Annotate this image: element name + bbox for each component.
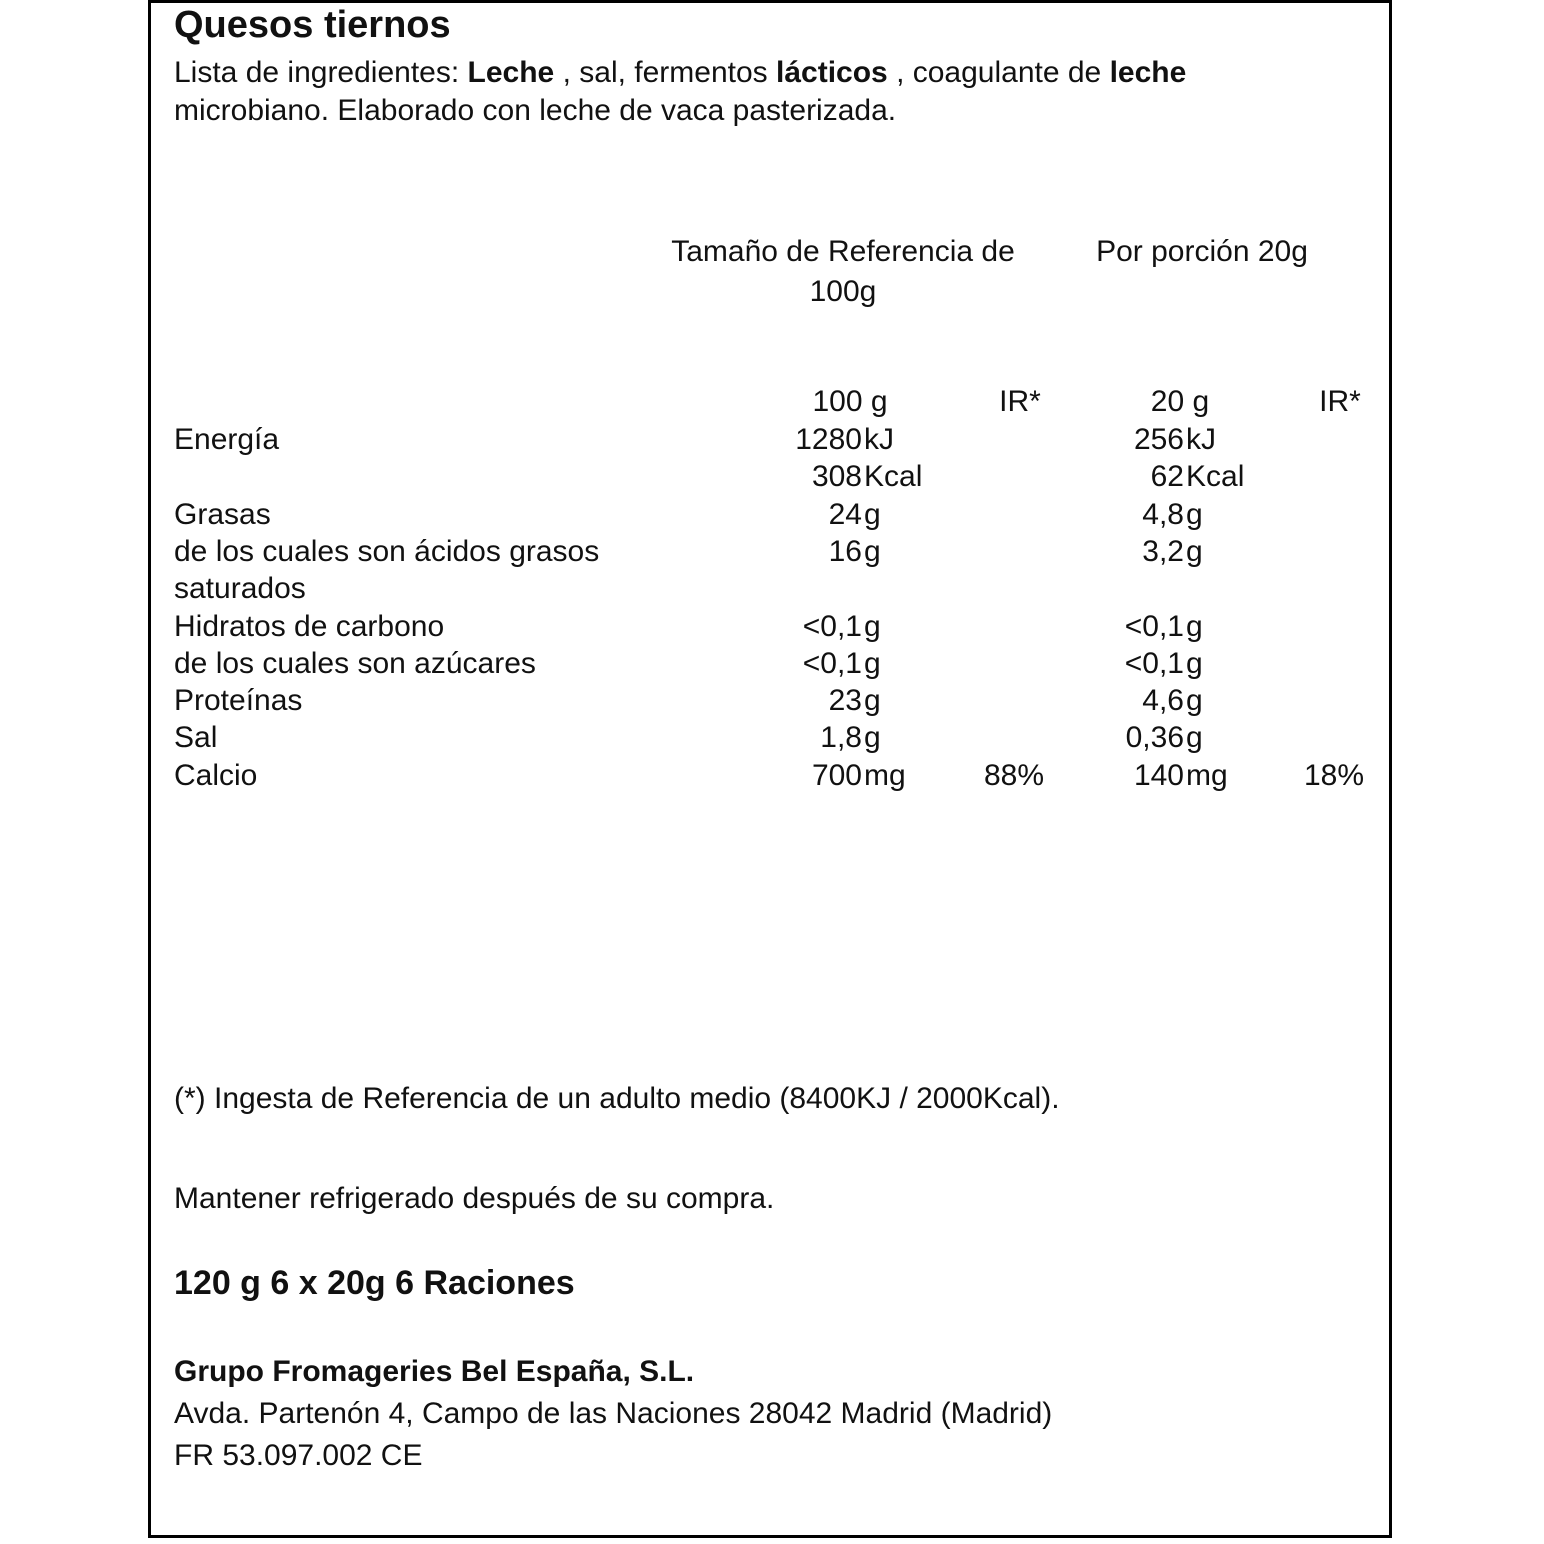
value-100g: 700 <box>811 759 862 792</box>
row-label: de los cuales son azúcares <box>174 647 536 680</box>
header-reference-line-1: Tamaño de Referencia de <box>671 235 1015 268</box>
unit-100g: g <box>864 535 881 568</box>
unit-100g: g <box>864 498 881 531</box>
allergen-leche: Leche <box>467 56 555 89</box>
unit-20g: g <box>1186 721 1203 754</box>
unit-100g: Kcal <box>864 460 923 493</box>
allergen-lacticos: lácticos <box>776 56 888 89</box>
ingredients-mid2: , coagulante de <box>887 56 1110 89</box>
unit-20g: g <box>1186 498 1203 531</box>
row-label: Sal <box>174 721 218 754</box>
value-100g: <0,1 <box>802 610 862 643</box>
unit-100g: g <box>864 610 881 643</box>
ingredients-mid1: , sal, fermentos <box>554 56 776 89</box>
col-header-100g: 100 g <box>812 385 888 418</box>
row-label: de los cuales son ácidos grasos <box>174 535 600 568</box>
ingredients-text <box>174 54 1186 130</box>
value-100g: 23 <box>828 684 862 717</box>
value-100g: 24 <box>828 498 862 531</box>
value-20g: 4,6 <box>1142 684 1184 717</box>
row-label: Grasas <box>174 498 271 531</box>
storage-instructions: Mantener refrigerado después de su compra. <box>174 1182 775 1215</box>
allergen-leche-2: leche <box>1109 56 1187 89</box>
col-header-ir-2: IR* <box>1319 385 1361 418</box>
value-20g: 140 <box>1133 759 1184 792</box>
registry-number: FR 53.097.002 CE <box>174 1439 423 1472</box>
value-100g: 1280 <box>795 423 862 456</box>
unit-100g: g <box>864 721 881 754</box>
value-20g: 0,36 <box>1125 721 1184 754</box>
unit-100g: mg <box>864 759 906 792</box>
ingredients-line-2: microbiano. Elaborado con leche de vaca pasterizada. <box>174 94 897 127</box>
product-title: Quesos tiernos <box>174 4 451 46</box>
col-header-ir-1: IR* <box>999 385 1041 418</box>
footnote: (*) Ingesta de Referencia de un adulto medio (8400KJ / 2000Kcal). <box>174 1082 1060 1115</box>
value-20g: <0,1 <box>1124 647 1184 680</box>
value-20g: 256 <box>1133 423 1184 456</box>
unit-100g: kJ <box>864 423 894 456</box>
unit-20g: g <box>1186 647 1203 680</box>
value-20g: <0,1 <box>1124 610 1184 643</box>
unit-100g: g <box>864 684 881 717</box>
ir-100g: 88% <box>983 759 1044 792</box>
row-label: Proteínas <box>174 684 303 717</box>
value-20g: 62 <box>1150 460 1184 493</box>
unit-20g: kJ <box>1186 423 1216 456</box>
row-label: saturados <box>174 572 306 605</box>
company-address: Avda. Partenón 4, Campo de las Naciones 28042 Madrid (Madrid) <box>174 1397 1053 1430</box>
unit-20g: mg <box>1186 759 1228 792</box>
unit-100g: g <box>864 647 881 680</box>
ingredients-prefix: Lista de ingredientes: <box>174 56 468 89</box>
value-100g: <0,1 <box>802 647 862 680</box>
row-label: Energía <box>174 423 280 456</box>
value-100g: 1,8 <box>820 721 862 754</box>
package-info: 120 g 6 x 20g 6 Raciones <box>174 1264 575 1302</box>
header-reference-size <box>640 232 1046 312</box>
unit-20g: g <box>1186 684 1203 717</box>
value-100g: 16 <box>828 535 862 568</box>
unit-20g: Kcal <box>1186 460 1245 493</box>
unit-20g: g <box>1186 610 1203 643</box>
company-name: Grupo Fromageries Bel España, S.L. <box>174 1355 695 1388</box>
ir-20g: 18% <box>1303 759 1364 792</box>
value-20g: 3,2 <box>1142 535 1184 568</box>
header-portion: Por porción 20g <box>1096 235 1308 268</box>
unit-20g: g <box>1186 535 1203 568</box>
value-20g: 4,8 <box>1142 498 1184 531</box>
value-100g: 308 <box>811 460 862 493</box>
header-reference-line-2: 100g <box>809 275 877 308</box>
row-label: Hidratos de carbono <box>174 610 445 643</box>
col-header-20g: 20 g <box>1150 385 1210 418</box>
row-label: Calcio <box>174 759 258 792</box>
